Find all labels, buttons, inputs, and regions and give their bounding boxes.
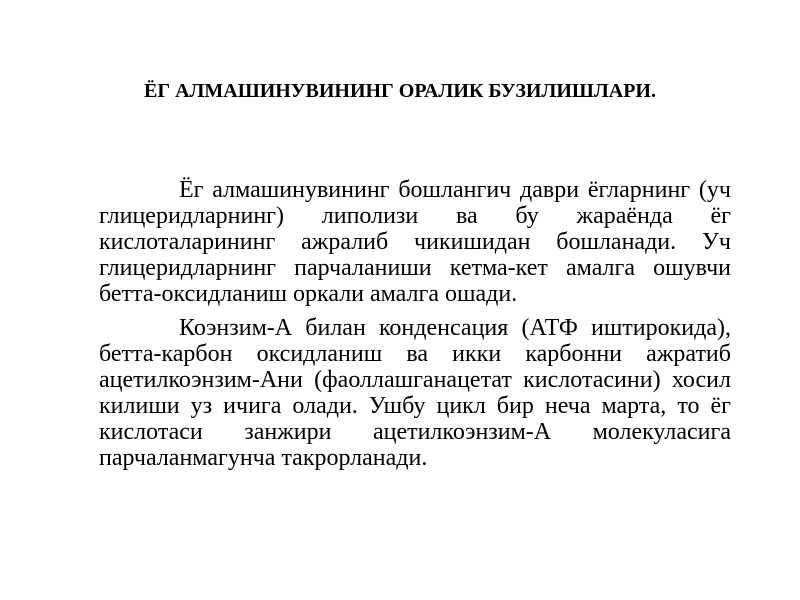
paragraph-lipolysis: Ёг алмашинувининг бошлангич даври ёгларнинг (уч глицеридларнинг) липолизи ва бу жараёнда ёг кислоталарининг ажралиб чикишидан бошланади. Уч глицеридларнинг парчаланиши кетма-кет амалга ошувчи бетта-оксидланиш оркали амалга ошади. — [99, 177, 731, 307]
slide-title: ЁГ АЛМАШИНУВИНИНГ ОРАЛИК БУЗИЛИШЛАРИ. — [144, 80, 656, 102]
paragraph-coenzyme-a: Коэнзим-А билан конденсация (АТФ иштирокида), бетта-карбон оксидланиш ва икки карбонни ажратиб ацетилкоэнзим-Ани (фаоллашганацетат кислотасини) хосил килиши уз ичига олади. Ушбу цикл бир неча марта, то ёг кислотаси занжири ацетилкоэнзим-А молекуласига парчаланмагунча такрорланади. — [99, 315, 731, 471]
slide-body — [99, 177, 731, 471]
